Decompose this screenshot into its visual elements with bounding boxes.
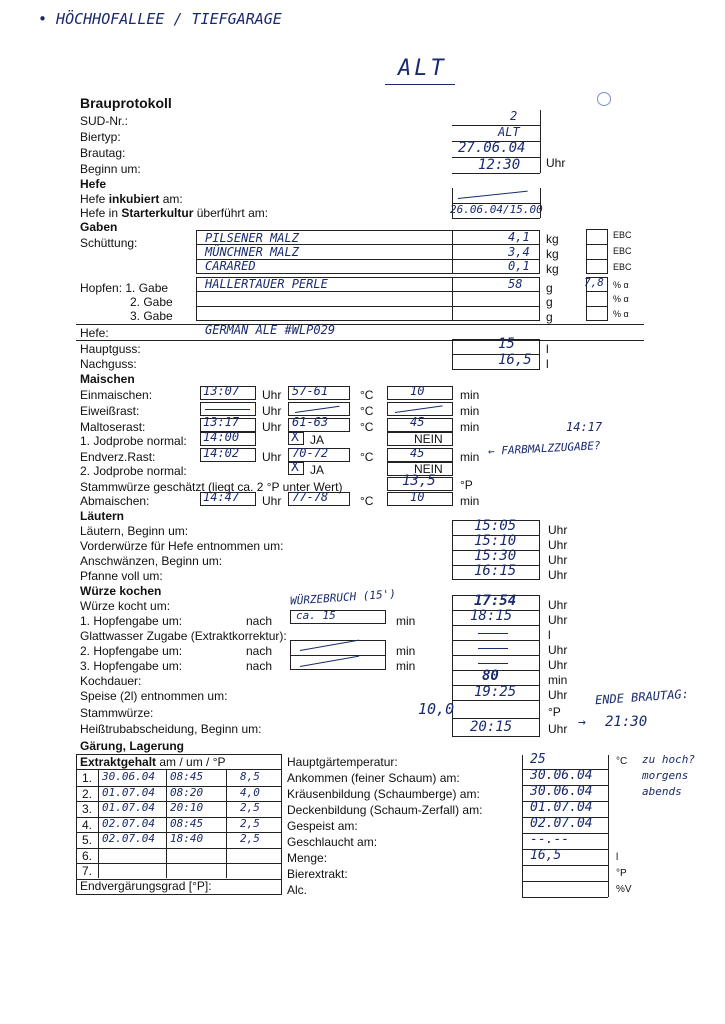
hopfen-1-name: HALLERTAUER PERLE bbox=[205, 277, 328, 291]
einmaischen-celsius: °C bbox=[360, 388, 374, 402]
gaerung-field-note: abends bbox=[642, 785, 682, 798]
hauptguss-value: 15 bbox=[498, 336, 515, 352]
extrakt-row-number: 7. bbox=[82, 864, 93, 878]
gaerung-field-label: Menge: bbox=[287, 851, 328, 865]
abmaischen-min-label: min bbox=[460, 494, 480, 508]
gaerung-field-line bbox=[522, 897, 608, 898]
hopf2-nach: nach bbox=[246, 644, 273, 658]
abmaischen-uhr: Uhr bbox=[262, 494, 282, 508]
eiweissrast-min-label: min bbox=[460, 404, 480, 418]
ende-brautag-value: 21:30 bbox=[605, 714, 648, 730]
gaerung-field-label: Geschlaucht am: bbox=[287, 835, 378, 849]
endverz-temp: 70-72 bbox=[292, 446, 329, 460]
malt-2-amount: 3,4 bbox=[508, 245, 530, 259]
extrakt-row-line bbox=[76, 863, 282, 864]
extrakt-row-p: 2,5 bbox=[240, 816, 260, 830]
hefe-section-title: Hefe bbox=[80, 177, 107, 191]
hopfengabe-3-label: 3. Hopfengabe um: bbox=[80, 659, 183, 673]
top-handwritten-note: • HÖCHHOFALLEE / TIEFGARAGE bbox=[38, 10, 282, 28]
laeutern-beginn-label: Läutern, Beginn um: bbox=[80, 524, 189, 538]
extrakt-col-divider bbox=[166, 769, 167, 878]
hopfen-1-alpha: 7,8 bbox=[584, 276, 604, 289]
extrakt-row-number: 6. bbox=[82, 848, 93, 863]
pfanne-voll-unit: Uhr bbox=[548, 568, 568, 582]
extrakt-row-date: 02.07.04 bbox=[102, 832, 155, 845]
extrakt-row-p: 2,5 bbox=[240, 832, 260, 845]
extrakt-row-p: 8,5 bbox=[240, 770, 260, 783]
gaben-section-title: Gaben bbox=[80, 220, 118, 234]
gaerung-field-note: zu hoch? bbox=[642, 753, 695, 766]
kocht-value: 17:54 bbox=[474, 593, 517, 609]
einmaischen-uhr: Uhr bbox=[262, 388, 282, 402]
extrakt-row-number: 1. bbox=[82, 771, 93, 785]
hopf2-time-unit: Uhr bbox=[548, 643, 568, 657]
anschwaenzen-value: 15:30 bbox=[474, 548, 517, 564]
extrakt-row-time: 08:20 bbox=[170, 785, 204, 799]
extrakt-row-time: 20:10 bbox=[170, 801, 204, 814]
wuerzebruch-note: WÜRZEBRUCH (15') bbox=[289, 587, 397, 608]
hopf1-time-unit: Uhr bbox=[548, 613, 568, 627]
malt-2-unit: kg bbox=[546, 247, 559, 261]
kocht-unit: Uhr bbox=[548, 598, 568, 612]
hopfen-1-alpha-unit: % α bbox=[613, 280, 629, 290]
schuettung-label: Schüttung: bbox=[80, 236, 138, 250]
einmaischen-min: 10 bbox=[410, 384, 425, 398]
anschwaenzen-label: Anschwänzen, Beginn um: bbox=[80, 554, 223, 568]
hopf2-time-strike bbox=[478, 648, 508, 649]
extrakt-row-date: 02.07.04 bbox=[102, 816, 155, 830]
stammwuerze-label: Stammwürze: bbox=[80, 706, 154, 720]
laeutern-section-title: Läutern bbox=[80, 509, 125, 523]
endverz-label: Endverz.Rast: bbox=[80, 450, 156, 464]
title-underline bbox=[385, 84, 455, 85]
speise-value: 19:25 bbox=[474, 684, 517, 700]
abmaischen-time: 14:47 bbox=[203, 490, 240, 504]
abmaischen-label: Abmaischen: bbox=[80, 494, 150, 508]
hefe-label: Hefe: bbox=[80, 326, 109, 340]
sud-label: SUD-Nr.: bbox=[80, 114, 128, 128]
extrakt-row-line bbox=[76, 848, 282, 849]
maischen-section-title: Maischen bbox=[80, 372, 135, 386]
gaerung-field-label: Hauptgärtemperatur: bbox=[287, 755, 398, 769]
eiweissrast-time-strike bbox=[205, 409, 250, 410]
nachguss-value: 16,5 bbox=[498, 352, 532, 368]
heisstrub-label: Heißtrubabscheidung, Beginn um: bbox=[80, 722, 262, 736]
extrakt-row-p: 4,0 bbox=[240, 785, 260, 799]
gaerung-field-label: Gespeist am: bbox=[287, 819, 358, 833]
malt-3-name: CARARED bbox=[205, 259, 256, 273]
hopf3-time-unit: Uhr bbox=[548, 658, 568, 672]
big-handwritten-title: ALT bbox=[398, 56, 447, 81]
jod1-ja-checkbox[interactable]: X bbox=[288, 432, 304, 445]
abmaischen-min: 10 bbox=[410, 490, 425, 504]
kochen-section-title: Würze kochen bbox=[80, 584, 162, 598]
extrakt-row-time: 18:40 bbox=[170, 832, 204, 845]
beginn-label: Beginn um: bbox=[80, 162, 141, 176]
hopf2-min-label: min bbox=[396, 644, 416, 658]
stammwuerze-est-unit: °P bbox=[460, 478, 473, 492]
gaerung-field-value: 16,5 bbox=[530, 848, 562, 863]
hopfen-1-amount: 58 bbox=[508, 277, 523, 291]
gaerung-field-label: Deckenbildung (Schaum-Zerfall) am: bbox=[287, 803, 483, 817]
jod1-nein-label: NEIN bbox=[414, 432, 443, 446]
heisstrub-value: 20:15 bbox=[470, 719, 513, 735]
gaerung-col-left bbox=[522, 755, 523, 897]
extrakt-row-number: 3. bbox=[82, 802, 93, 816]
hopfen-2-unit: g bbox=[546, 295, 553, 309]
jodprobe-1-time: 14:00 bbox=[203, 430, 240, 444]
malt-1-unit: kg bbox=[546, 232, 559, 246]
gaerung-field-label: Bierextrakt: bbox=[287, 867, 348, 881]
malt-2-name: MÜNCHNER MALZ bbox=[205, 245, 299, 259]
eiweissrast-celsius: °C bbox=[360, 404, 374, 418]
hopfen-3-unit: g bbox=[546, 310, 553, 324]
jod1-ja-label: JA bbox=[310, 433, 325, 447]
gaerung-field-value: 01.07.04 bbox=[530, 800, 593, 815]
ebc-box bbox=[586, 229, 608, 274]
vorderwuerze-label: Vorderwürze für Hefe entnommen um: bbox=[80, 539, 284, 553]
extrakt-row-number: 4. bbox=[82, 817, 93, 832]
punch-hole-mark bbox=[597, 92, 611, 106]
gaerung-field-label: Alc. bbox=[287, 883, 308, 897]
maltoserast-uhr: Uhr bbox=[262, 420, 282, 434]
glattwasser-strike bbox=[478, 633, 508, 634]
inkubiert-strike bbox=[458, 191, 528, 199]
extrakt-row-date: 30.06.04 bbox=[102, 770, 155, 783]
gaerung-field-line bbox=[522, 865, 608, 866]
extrakt-row-p: 2,5 bbox=[240, 801, 260, 814]
glattwasser-label: Glattwasser Zugabe (Extraktkorrektur): bbox=[80, 629, 287, 643]
hopfengabe-1-label: 1. Hopfengabe um: bbox=[80, 614, 183, 628]
jodprobe-2-label: 2. Jodprobe normal: bbox=[80, 464, 187, 478]
maltoserast-min-label: min bbox=[460, 420, 480, 434]
gaerung-field-unit: °C bbox=[616, 756, 628, 767]
gaerung-field-value: 25 bbox=[530, 752, 546, 767]
gaerung-field-label: Kräusenbildung (Schaumberge) am: bbox=[287, 787, 480, 801]
pfanne-voll-label: Pfanne voll um: bbox=[80, 569, 163, 583]
vorderwuerze-unit: Uhr bbox=[548, 538, 568, 552]
extrakt-col-divider bbox=[98, 769, 99, 878]
gaerung-field-value: 30.06.04 bbox=[530, 784, 593, 799]
abmaischen-temp: 77-78 bbox=[292, 490, 329, 504]
eiweissrast-uhr: Uhr bbox=[262, 404, 282, 418]
farbmalz-note: ← FARBMALZZUGABE? bbox=[487, 439, 601, 458]
malt-1-name: PILSENER MALZ bbox=[205, 231, 299, 245]
biertyp-value: ALT bbox=[498, 125, 520, 139]
beginn-value: 12:30 bbox=[478, 157, 521, 173]
malt-3-ebc: EBC bbox=[613, 262, 632, 272]
extrakt-row-date: 01.07.04 bbox=[102, 785, 155, 799]
ende-brautag-arrow: → bbox=[578, 715, 586, 730]
eiweissrast-label: Eiweißrast: bbox=[80, 404, 140, 418]
endverz-uhr: Uhr bbox=[262, 450, 282, 464]
maltoserast-time: 13:17 bbox=[203, 415, 240, 429]
endverz-min-label: min bbox=[460, 450, 480, 464]
hefe-value: GERMAN ALE #WLP029 bbox=[205, 323, 336, 337]
hopfen-3-label: 3. Gabe bbox=[130, 309, 173, 323]
laeutern-beginn-unit: Uhr bbox=[548, 523, 568, 537]
hopfen-1-label: Hopfen: 1. Gabe bbox=[80, 281, 169, 295]
kochdauer-value: 80 bbox=[482, 668, 499, 684]
gaerung-field-value: 02.07.04 bbox=[530, 816, 593, 831]
stammwuerze-value: 10,0 bbox=[418, 700, 455, 718]
page-title: Brauprotokoll bbox=[80, 95, 172, 111]
ende-brautag-label: ENDE BRAUTAG: bbox=[594, 686, 690, 708]
kocht-label: Würze kocht um: bbox=[80, 599, 171, 613]
einmaischen-label: Einmaischen: bbox=[80, 388, 153, 402]
speise-unit: Uhr bbox=[548, 688, 568, 702]
pfanne-voll-value: 16:15 bbox=[474, 563, 517, 579]
gaerung-col-right bbox=[608, 755, 609, 897]
stammwuerze-est-label: Stammwürze geschätzt (liegt ca. 2 °P unter Wert) bbox=[80, 480, 343, 494]
hopf3-min-label: min bbox=[396, 659, 416, 673]
maltoserast-min: 45 bbox=[410, 415, 425, 429]
nachguss-label: Nachguss: bbox=[80, 357, 137, 371]
stammwuerze-est-value: 13,5 bbox=[402, 473, 436, 489]
farbmalz-note-time: 14:17 bbox=[566, 420, 603, 434]
beginn-unit: Uhr bbox=[546, 156, 566, 170]
extrakt-row-time: 08:45 bbox=[170, 816, 204, 830]
gaerung-field-value: --.-- bbox=[530, 832, 570, 847]
speise-label: Speise (2l) entnommen um: bbox=[80, 689, 228, 703]
malt-3-amount: 0,1 bbox=[508, 259, 530, 273]
hefe-starter-label: Hefe in Starterkultur überführt am: bbox=[80, 206, 269, 220]
hopfen-1-unit: g bbox=[546, 281, 553, 295]
endverg-label: Endvergärungsgrad [°P]: bbox=[80, 879, 212, 893]
gaerung-section-title: Gärung, Lagerung bbox=[80, 739, 185, 753]
biertyp-label: Biertyp: bbox=[80, 130, 121, 144]
malt-1-ebc: EBC bbox=[613, 230, 632, 240]
extrakt-col-divider bbox=[226, 769, 227, 878]
extrakt-row-date: 01.07.04 bbox=[102, 801, 155, 814]
heisstrub-unit: Uhr bbox=[548, 722, 568, 736]
gaerung-field-value: 30.06.04 bbox=[530, 768, 593, 783]
glattwasser-unit: l bbox=[548, 628, 551, 642]
maltoserast-label: Maltoserast: bbox=[80, 420, 146, 434]
jod2-ja-label: JA bbox=[310, 463, 325, 477]
brautag-value: 27.06.04 bbox=[458, 140, 526, 156]
hopfen-2-label: 2. Gabe bbox=[130, 295, 173, 309]
laeutern-beginn-value: 15:05 bbox=[474, 518, 517, 534]
endverz-time: 14:02 bbox=[203, 446, 240, 460]
extrakt-row-number: 2. bbox=[82, 786, 93, 801]
malt-1-amount: 4,1 bbox=[508, 230, 530, 244]
gaerung-field-label: Ankommen (feiner Schaum) am: bbox=[287, 771, 460, 785]
hopfen-2-alpha-unit: % α bbox=[613, 294, 629, 304]
maltoserast-celsius: °C bbox=[360, 420, 374, 434]
hefe-inkubiert-label: Hefe inkubiert am: bbox=[80, 192, 183, 206]
gaerung-field-line bbox=[522, 881, 608, 882]
hopf3-time-strike bbox=[478, 663, 508, 664]
extrakt-table-head: Extraktgehalt am / um / °P bbox=[80, 755, 226, 769]
malt-2-ebc: EBC bbox=[613, 246, 632, 256]
jod2-ja-checkbox[interactable]: X bbox=[288, 462, 304, 475]
nachguss-unit: l bbox=[546, 357, 549, 371]
hopf1-time-value: 18:15 bbox=[470, 608, 513, 624]
vorderwuerze-value: 15:10 bbox=[474, 533, 517, 549]
gaerung-field-unit: l bbox=[616, 852, 619, 863]
gaerung-field-unit: %V bbox=[616, 884, 632, 895]
gaerung-field-note: morgens bbox=[642, 769, 689, 782]
einmaischen-time: 13:07 bbox=[203, 384, 240, 398]
kochdauer-label: Kochdauer: bbox=[80, 674, 142, 688]
hopf1-min-label: min bbox=[396, 614, 416, 628]
abmaischen-celsius: °C bbox=[360, 494, 374, 508]
stammwuerze-unit: °P bbox=[548, 705, 561, 719]
hopf1-nach: nach bbox=[246, 614, 273, 628]
anschwaenzen-unit: Uhr bbox=[548, 553, 568, 567]
endverz-min: 45 bbox=[410, 446, 425, 460]
hopf3-nach: nach bbox=[246, 659, 273, 673]
kochdauer-unit: min bbox=[548, 673, 568, 687]
extrakt-row-number: 5. bbox=[82, 833, 93, 847]
sud-value: 2 bbox=[510, 109, 518, 123]
hopfen-3-alpha-unit: % α bbox=[613, 309, 629, 319]
hauptguss-unit: l bbox=[546, 342, 549, 356]
brautag-label: Brautag: bbox=[80, 146, 126, 160]
einmaischen-min-label: min bbox=[460, 388, 480, 402]
gaerung-field-unit: °P bbox=[616, 868, 627, 879]
hopfengabe-2-label: 2. Hopfengabe um: bbox=[80, 644, 183, 658]
jod2-nein-label: NEIN bbox=[414, 462, 443, 476]
jodprobe-1-label: 1. Jodprobe normal: bbox=[80, 434, 187, 448]
einmaischen-temp: 57-61 bbox=[292, 384, 329, 398]
extrakt-row-time: 08:45 bbox=[170, 770, 204, 783]
hopf1-min-value: ca. 15 bbox=[296, 609, 336, 622]
hauptguss-label: Hauptguss: bbox=[80, 342, 141, 356]
endverz-celsius: °C bbox=[360, 450, 374, 464]
malt-3-unit: kg bbox=[546, 262, 559, 276]
maltoserast-temp: 61-63 bbox=[292, 415, 329, 429]
starter-value: 26.06.04/15.00 bbox=[450, 203, 543, 216]
